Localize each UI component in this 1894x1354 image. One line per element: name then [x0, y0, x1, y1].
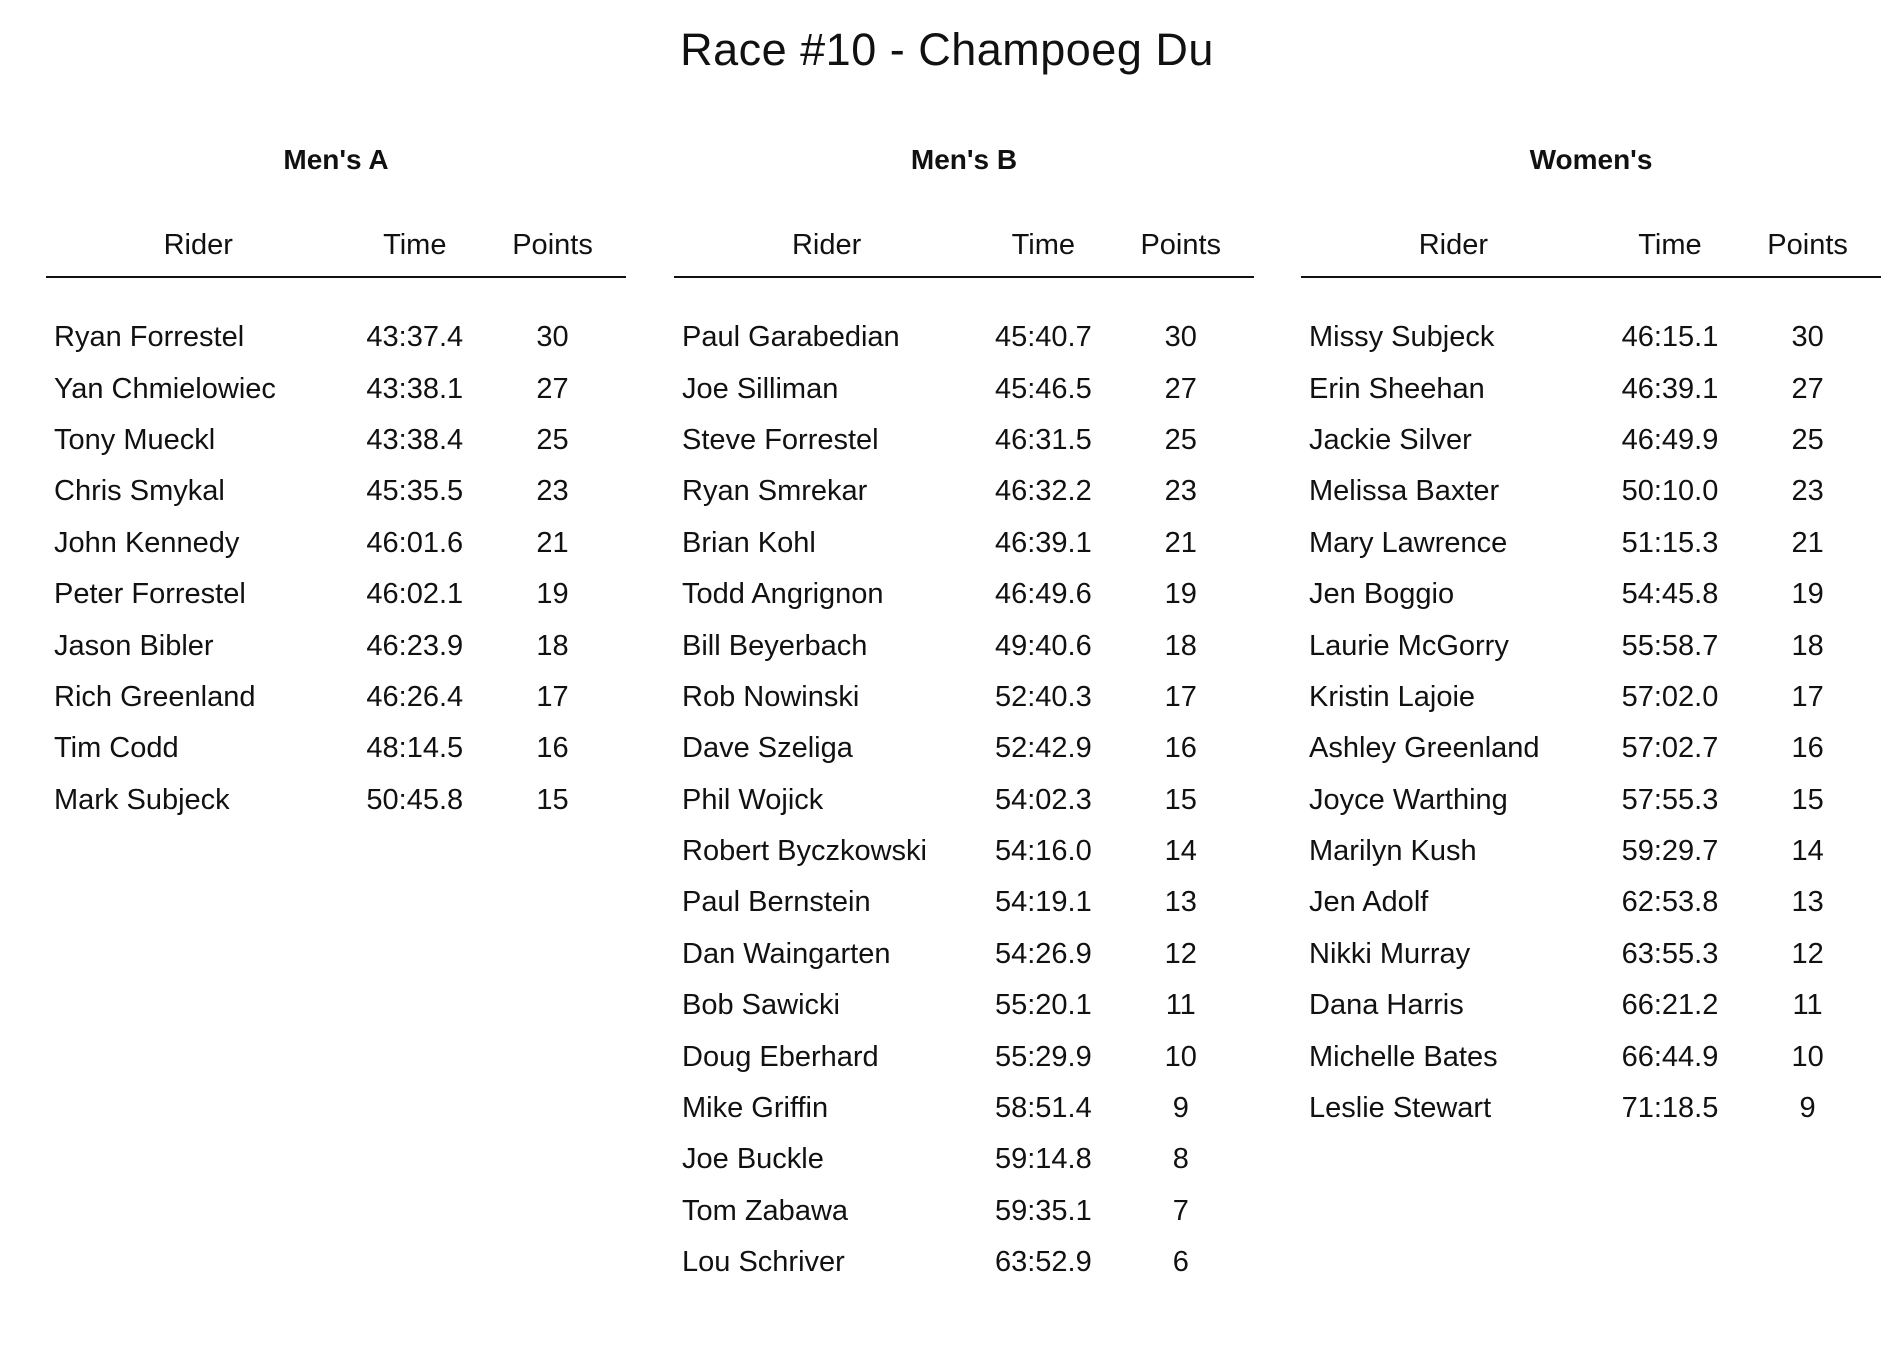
points-cell: 23: [536, 475, 569, 508]
rider-cell: Jackie Silver: [1309, 423, 1472, 456]
time-cell: 59:35.1: [994, 1194, 1092, 1227]
table-row: [674, 312, 1254, 363]
table-header-row: [46, 218, 626, 277]
time-cell: 43:37.4: [366, 321, 464, 354]
rider-cell: Joe Buckle: [682, 1143, 824, 1176]
time-cell: 48:14.5: [366, 732, 464, 765]
time-cell: 54:19.1: [994, 886, 1092, 919]
table-row: [674, 877, 1254, 928]
time-cell: 51:15.3: [1621, 526, 1719, 559]
rider-cell: Steve Forrestel: [682, 423, 879, 456]
column-header-points: Points: [479, 218, 626, 277]
table-row: [674, 1237, 1254, 1288]
header-spacer: [1301, 277, 1881, 312]
points-cell: 25: [1164, 423, 1197, 456]
table-row: [46, 672, 626, 723]
table-row: [674, 569, 1254, 620]
column-header-time: Time: [979, 218, 1107, 277]
header-spacer: [674, 277, 1254, 312]
header-spacer: [46, 277, 626, 312]
time-cell: 46:49.6: [994, 578, 1092, 611]
points-cell: 9: [1172, 1092, 1189, 1125]
table-row: [1301, 363, 1881, 414]
table-row: [1301, 723, 1881, 774]
table-row: [674, 929, 1254, 980]
rider-cell: Jen Adolf: [1309, 886, 1429, 919]
table-row: [46, 620, 626, 671]
table-row: [674, 672, 1254, 723]
rider-cell: Leslie Stewart: [1309, 1092, 1492, 1125]
table-row: [674, 1134, 1254, 1185]
rider-cell: Chris Smykal: [54, 475, 225, 508]
rider-cell: Phil Wojick: [682, 783, 824, 816]
time-cell: 49:40.6: [994, 629, 1092, 662]
rider-cell: Ashley Greenland: [1309, 732, 1540, 765]
table-row: [1301, 415, 1881, 466]
table-row: [46, 775, 626, 826]
time-cell: 59:29.7: [1621, 835, 1719, 868]
time-cell: 46:31.5: [994, 423, 1092, 456]
time-cell: 54:02.3: [994, 783, 1092, 816]
results-table: [1301, 218, 1881, 1134]
time-cell: 63:55.3: [1621, 937, 1719, 970]
time-cell: 57:02.7: [1621, 732, 1719, 765]
points-cell: 15: [1164, 783, 1197, 816]
time-cell: 57:55.3: [1621, 783, 1719, 816]
rider-cell: Dave Szeliga: [682, 732, 853, 765]
points-cell: 7: [1172, 1194, 1189, 1227]
points-cell: 14: [1164, 835, 1197, 868]
division-mens-a: [46, 140, 626, 826]
table-row: [46, 363, 626, 414]
time-cell: 45:46.5: [994, 372, 1092, 405]
time-cell: 46:26.4: [366, 680, 464, 713]
points-cell: 9: [1799, 1092, 1816, 1125]
table-row: [1301, 466, 1881, 517]
points-cell: 25: [536, 423, 569, 456]
column-header-rider: Rider: [674, 218, 979, 277]
points-cell: 11: [1165, 989, 1196, 1022]
time-cell: 50:45.8: [366, 783, 464, 816]
points-cell: 21: [536, 526, 569, 559]
points-cell: 18: [536, 629, 569, 662]
rider-cell: Joyce Warthing: [1309, 783, 1508, 816]
rider-cell: Erin Sheehan: [1309, 372, 1485, 405]
table-row: [1301, 877, 1881, 928]
results-table: [674, 218, 1254, 1288]
page-title: Race #10 - Champoeg Du: [680, 24, 1214, 75]
time-cell: 54:45.8: [1621, 578, 1719, 611]
rider-cell: Paul Garabedian: [682, 321, 900, 354]
table-row: [674, 775, 1254, 826]
results-body: [46, 277, 626, 826]
table-row: [674, 466, 1254, 517]
table-header-row: [1301, 218, 1881, 277]
column-header-time: Time: [351, 218, 480, 277]
time-cell: 55:29.9: [994, 1040, 1092, 1073]
points-cell: 13: [1164, 886, 1197, 919]
table-row: [674, 363, 1254, 414]
time-cell: 54:16.0: [994, 835, 1092, 868]
table-row: [1301, 672, 1881, 723]
rider-cell: Rob Nowinski: [682, 680, 860, 713]
rider-cell: Tim Codd: [54, 732, 179, 765]
rider-cell: Mark Subjeck: [54, 783, 230, 816]
rider-cell: Ryan Smrekar: [682, 475, 868, 508]
time-cell: 55:58.7: [1621, 629, 1719, 662]
points-cell: 12: [1164, 937, 1197, 970]
points-cell: 17: [536, 680, 569, 713]
column-header-rider: Rider: [46, 218, 351, 277]
table-row: [46, 723, 626, 774]
column-header-time: Time: [1606, 218, 1734, 277]
time-cell: 46:01.6: [366, 526, 464, 559]
time-cell: 46:23.9: [366, 629, 464, 662]
table-row: [1301, 312, 1881, 363]
division-womens: [1301, 140, 1881, 1134]
rider-cell: Todd Angrignon: [682, 578, 884, 611]
rider-cell: Dana Harris: [1309, 989, 1464, 1022]
results-table: [46, 218, 626, 826]
rider-cell: Doug Eberhard: [682, 1040, 879, 1073]
points-cell: 17: [1164, 680, 1197, 713]
points-cell: 19: [536, 578, 569, 611]
points-cell: 16: [536, 732, 569, 765]
rider-cell: Rich Greenland: [54, 680, 256, 713]
points-cell: 21: [1164, 526, 1197, 559]
time-cell: 54:26.9: [994, 937, 1092, 970]
points-cell: 18: [1164, 629, 1197, 662]
rider-cell: Bob Sawicki: [682, 989, 840, 1022]
table-row: [1301, 1031, 1881, 1082]
points-cell: 10: [1164, 1040, 1197, 1073]
column-header-points: Points: [1108, 218, 1254, 277]
rider-cell: Tom Zabawa: [682, 1194, 849, 1227]
time-cell: 46:49.9: [1621, 423, 1719, 456]
rider-cell: Missy Subjeck: [1309, 321, 1495, 354]
rider-cell: Lou Schriver: [682, 1246, 845, 1279]
table-row: [674, 1031, 1254, 1082]
points-cell: 14: [1791, 835, 1824, 868]
results-body: [674, 277, 1254, 1288]
table-row: [1301, 620, 1881, 671]
points-cell: 11: [1792, 989, 1823, 1022]
points-cell: 23: [1791, 475, 1824, 508]
time-cell: 55:20.1: [994, 989, 1092, 1022]
points-cell: 15: [1791, 783, 1824, 816]
points-cell: 8: [1172, 1143, 1189, 1176]
time-cell: 43:38.4: [366, 423, 464, 456]
table-header-row: [674, 218, 1254, 277]
table-row: [46, 466, 626, 517]
table-row: [674, 620, 1254, 671]
points-cell: 27: [1791, 372, 1824, 405]
points-cell: 27: [1164, 372, 1197, 405]
points-cell: 17: [1791, 680, 1824, 713]
time-cell: 62:53.8: [1621, 886, 1719, 919]
table-row: [674, 518, 1254, 569]
table-row: [46, 518, 626, 569]
rider-cell: Nikki Murray: [1309, 937, 1471, 970]
points-cell: 25: [1791, 423, 1824, 456]
rider-cell: Laurie McGorry: [1309, 629, 1509, 662]
points-cell: 21: [1791, 526, 1824, 559]
column-header-rider: Rider: [1301, 218, 1606, 277]
results-body: [1301, 277, 1881, 1134]
rider-cell: Dan Waingarten: [682, 937, 891, 970]
table-row: [674, 723, 1254, 774]
time-cell: 46:39.1: [1621, 372, 1719, 405]
table-row: [1301, 569, 1881, 620]
table-row: [1301, 826, 1881, 877]
rider-cell: Joe Silliman: [682, 372, 839, 405]
table-row: [46, 312, 626, 363]
time-cell: 57:02.0: [1621, 680, 1719, 713]
time-cell: 58:51.4: [994, 1092, 1092, 1125]
time-cell: 45:40.7: [994, 321, 1092, 354]
table-row: [674, 1083, 1254, 1134]
time-cell: 46:15.1: [1621, 321, 1719, 354]
time-cell: 52:40.3: [994, 680, 1092, 713]
rider-cell: Jen Boggio: [1309, 578, 1455, 611]
table-row: [674, 826, 1254, 877]
table-row: [674, 415, 1254, 466]
points-cell: 12: [1791, 937, 1824, 970]
rider-cell: John Kennedy: [54, 526, 240, 559]
points-cell: 27: [536, 372, 569, 405]
points-cell: 15: [536, 783, 569, 816]
time-cell: 43:38.1: [366, 372, 464, 405]
rider-cell: Tony Mueckl: [54, 423, 216, 456]
points-cell: 10: [1791, 1040, 1824, 1073]
table-row: [1301, 775, 1881, 826]
points-cell: 16: [1164, 732, 1197, 765]
time-cell: 59:14.8: [994, 1143, 1092, 1176]
column-header-points: Points: [1734, 218, 1881, 277]
time-cell: 52:42.9: [994, 732, 1092, 765]
rider-cell: Melissa Baxter: [1309, 475, 1500, 508]
rider-cell: Bill Beyerbach: [682, 629, 868, 662]
table-row: [1301, 518, 1881, 569]
rider-cell: Kristin Lajoie: [1309, 680, 1476, 713]
rider-cell: Brian Kohl: [682, 526, 816, 559]
division-title: Men's B: [910, 144, 1018, 175]
points-cell: 6: [1172, 1246, 1189, 1279]
rider-cell: Michelle Bates: [1309, 1040, 1498, 1073]
time-cell: 50:10.0: [1621, 475, 1719, 508]
points-cell: 30: [1791, 321, 1824, 354]
table-row: [46, 569, 626, 620]
rider-cell: Jason Bibler: [54, 629, 214, 662]
points-cell: 13: [1791, 886, 1824, 919]
table-row: [46, 415, 626, 466]
time-cell: 66:21.2: [1621, 989, 1719, 1022]
points-cell: 19: [1791, 578, 1824, 611]
rider-cell: Mary Lawrence: [1309, 526, 1508, 559]
rider-cell: Ryan Forrestel: [54, 321, 245, 354]
rider-cell: Mike Griffin: [682, 1092, 829, 1125]
rider-cell: Marilyn Kush: [1309, 835, 1477, 868]
table-row: [1301, 1083, 1881, 1134]
points-cell: 30: [536, 321, 569, 354]
rider-cell: Yan Chmielowiec: [54, 372, 276, 405]
points-cell: 18: [1791, 629, 1824, 662]
table-row: [674, 980, 1254, 1031]
time-cell: 46:32.2: [994, 475, 1092, 508]
table-row: [674, 1186, 1254, 1237]
time-cell: 66:44.9: [1621, 1040, 1719, 1073]
time-cell: 71:18.5: [1621, 1092, 1719, 1125]
division-title: Women's: [1529, 144, 1653, 175]
time-cell: 46:02.1: [366, 578, 464, 611]
table-row: [1301, 929, 1881, 980]
rider-cell: Peter Forrestel: [54, 578, 246, 611]
points-cell: 30: [1164, 321, 1197, 354]
rider-cell: Paul Bernstein: [682, 886, 871, 919]
table-row: [1301, 980, 1881, 1031]
points-cell: 16: [1791, 732, 1824, 765]
time-cell: 46:39.1: [994, 526, 1092, 559]
division-title: Men's A: [283, 144, 389, 175]
time-cell: 63:52.9: [994, 1246, 1092, 1279]
points-cell: 19: [1164, 578, 1197, 611]
time-cell: 45:35.5: [366, 475, 464, 508]
division-mens-b: [674, 140, 1254, 1288]
rider-cell: Robert Byczkowski: [682, 835, 927, 868]
points-cell: 23: [1164, 475, 1197, 508]
